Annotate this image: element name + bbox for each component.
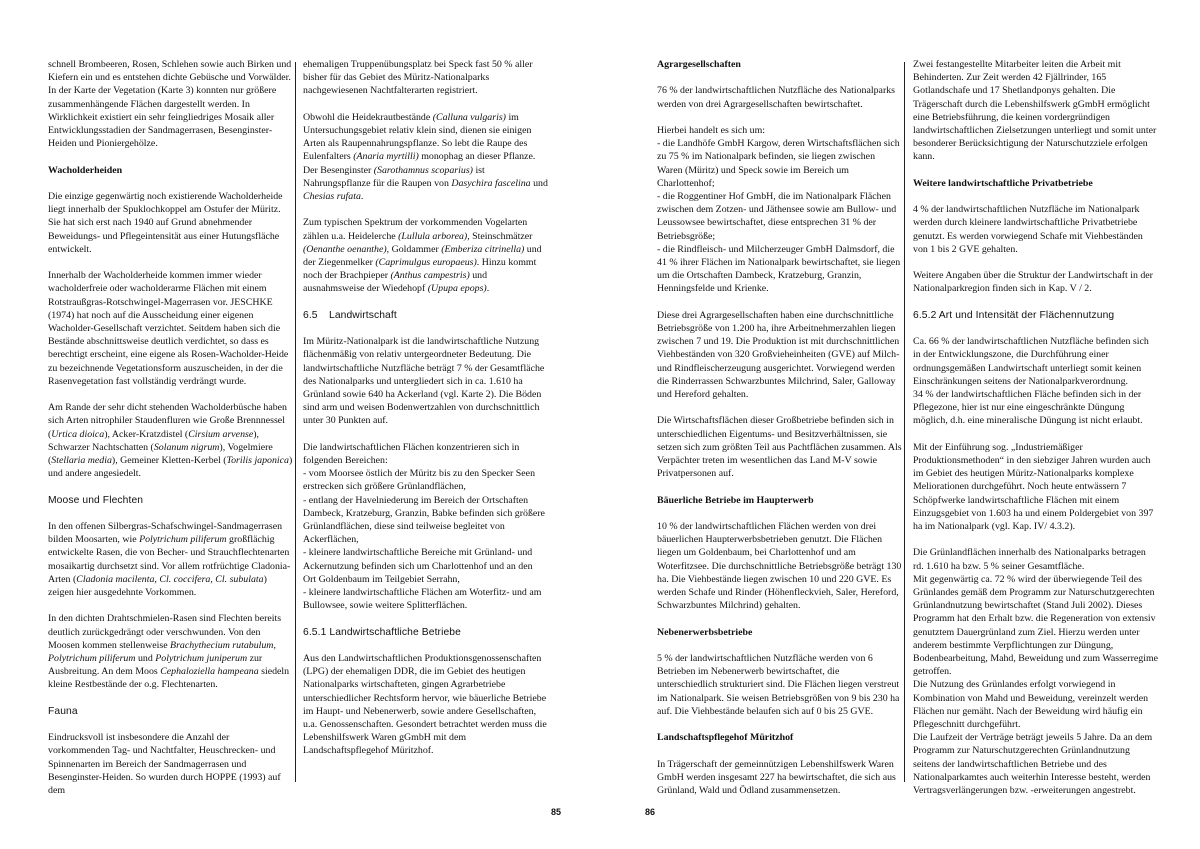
heading-moose-und-flechten: Moose und Flechten [48, 494, 144, 506]
paragraph: Aus den Landwirtschaftlichen Produktionsgenossenschaften (LPG) der ehemaligen DDR, die im Gebiet des heutigen Nationalparks wirtschafteten, gingen Agrarbetriebe unterschiedlicher Rechtsform hervor, wie bäuerliche Betriebe im Haupt- und Nebenerwerb, sowie andere Gesellschaften, u.a. Genossenschaften. Gesondert betrachtet werden muss die Lebenshilfswerk Waren gGmbH mit dem Landschaftspflegehof Müritzhof. [303, 653, 547, 757]
bullet-list [303, 467, 548, 612]
paragraph: Eindrucksvoll ist insbesondere die Anzahl der vorkommenden Tag- und Nachtfalter, Heuschrecken- und Spinnenarten im Bereich der Sandmagerrasen und Besenginster-Heiden. So wurden durch HOPPE (1993) auf dem [48, 732, 281, 797]
paragraph: 5 % der landwirtschaftlichen Nutzfläche werden von 6 Betrieben im Nebenerwerb bewirtschaftet, die unterschiedlich strukturiert sind. Die Flächen liegen verstreut im Nationalpark. Sie weisen Betriebsgrößen von 9 bis 230 ha auf. Die Viehbestände belaufen sich auf 0 bis 25 GVE. [657, 653, 900, 717]
subheading-weitere-privatbetriebe: Weitere landwirtschaftliche Privatbetriebe [913, 177, 1093, 189]
list-item: - die Landhöfe GmbH Kargow, deren Wirtschaftsflächen sich zu 75 % im Nationalpark befinden, sie liegen zwischen Waren (Müritz) und Speck sowie im Bereich um Charlottenhof; [657, 138, 900, 189]
section-number: 6.5 [303, 309, 318, 321]
paragraph: Weitere Angaben über die Struktur der Landwirtschaft in der Nationalparkregion finden sich in Kap. V / 2. [913, 270, 1153, 295]
paragraph: Obwohl die Heidekrautbestände (Calluna vulgaris) im Untersuchungsgebiet relativ klein sind, dienen sie einigen Arten als Raupennahrungspflanze. So lebt die Raupe des Eulenfalters (Anaria myrtilli) monophag an dieser Pflanze. Der Besenginster (Sarothamnus scoparius) ist Nahrungspflanze für die Raupen von Dasychira fascelina und Chesias rufata. [303, 111, 548, 203]
paragraph: Die Wirtschaftsflächen dieser Großbetriebe befinden sich in unterschiedlichen Eigentums- und Besitzverhältnissen, sie setzen sich zum größten Teil aus Pachtflächen zusammen. Als Verpächter treten im wesentlichen das Land M-V sowie Privatpersonen auf. [657, 415, 902, 480]
paragraph: Die Grünlandflächen innerhalb des Nationalparks betragen rd. 1.610 ha bzw. 5 % seiner Gesamtfläche. [913, 547, 1146, 572]
paragraph: ehemaligen Truppenübungsplatz bei Speck fast 50 % aller bisher für das Gebiet des Müritz-Nationalparks nachgewiesenen Nachtfalterarten registriert. [303, 59, 533, 97]
column-1 [48, 58, 293, 797]
list-item: - kleinere landwirtschaftliche Bereiche mit Grünland- und Ackernutzung befinden sich um Charlottenhof und an den Ort Goldenbaum im Teilgebiet Serrahn, [303, 547, 533, 585]
list-item: - kleinere landwirtschaftliche Flächen am Woterfitz- und am Bullowsee, sowie weitere Splitterflächen. [303, 587, 542, 612]
paragraph: Diese drei Agrargesellschaften haben eine durchschnittliche Betriebsgröße von 1.200 ha, ihre Arbeitnehmerzahlen liegen zwischen 7 und 19. Die Produktion ist mit durchschnittlichen Viehbeständen von 320 Großvieheinheiten (GVE) auf Milch- und Rindfleischerzeugung ausgerichtet. Vorwiegend werden die Rinderrassen Schwarzbuntes Milchrind, Saler, Galloway und Hereford gehalten. [657, 309, 900, 401]
paragraph: 34 % der landwirtschaftlichen Fläche befinden sich in der Pflegezone, hier ist nur eine eingeschränkte Düngung möglich, d.h. eine mineralische Düngung ist nicht erlaubt. [913, 389, 1143, 427]
paragraph: In den offenen Silbergras-Schafschwingel-Sandmagerrasen bilden Moosarten, wie Polytrichum piliferum großflächig entwickelte Rasen, die von Becher- und Strauchflechtenarten mosaikartig durchsetzt sind. Vor allem rotfrüchtige Cladonia-Arten (Cladonia macilenta, Cl. coccifera, Cl. subulata) zeigen hier ausgedehnte Vorkommen. [48, 521, 291, 599]
paragraph: Mit gegenwärtig ca. 72 % wird der überwiegende Teil des Grünlandes gemäß dem Programm zur Naturschutzgerechten Grünlandnutzung bewirtschaftet (Stand Juli 2002). Dieses Programm hat den Erhalt bzw. die Regeneration von extensiv genutztem Dauergrünland zum Ziel. Hierzu werden unter anderem bestimmte Verpflichtungen zur Düngung, Bodenbearbeitung, Mahd, Beweidung und zum Wasserregime getroffen. [913, 573, 1159, 678]
paragraph: 4 % der landwirtschaftlichen Nutzfläche im Nationalpark werden durch kleinere landwirtschaftliche Privatbetriebe genutzt. Es werden vorwiegend Schafe mit Viehbeständen von 1 bis 2 GVE gehalten. [913, 204, 1143, 255]
column-divider [295, 62, 296, 782]
paragraph: In den dichten Drahtschmielen-Rasen sind Flechten bereits deutlich zurückgedrängt oder verschwunden. Von den Moosen kommen stellenweise Brachythecium rutabulum, Polytrichum piliferum und Polytrichum juniperum zur Ausbreitung. An dem Moos Cephaloziella hampeana siedeln kleine Restbestände der o.g. Flechtenarten. [48, 613, 290, 691]
paragraph: Die landwirtschaftlichen Flächen konzentrieren sich in folgenden Bereichen: [303, 441, 520, 467]
paragraph: Die Nutzung des Grünlandes erfolgt vorwiegend in Kombination von Mahd und Beweidung, vereinzelt werden Flächen nur gemäht. Nach der Beweidung wird häufig ein Pflegeschnitt durchgeführt. [913, 679, 1149, 731]
paragraph: Innerhalb der Wacholderheide kommen immer wieder wacholderfreie oder wacholderarme Flächen mit einem Rotstraußgras-Rotschwingel-Magerrasen vor. JESCHKE (1974) hat noch auf die Ausscheidung einer eigenen Wacholder-Gesellschaft verzichtet. Seitdem haben sich die Bestände abschnittsweise deutlich verdichtet, so dass es berechtigt erscheint, eine eigene als Rosen-Wacholder-Heide zu bezeichnende Vegetationsform auszuscheiden, in der die Rasenvegetation fast vollständig verdrängt wurde. [48, 270, 289, 387]
subheading-landschaftspflegehof: Landschaftspflegehof Müritzhof [657, 732, 794, 744]
list-item: - vom Moorsee östlich der Müritz bis zu den Specker Seen erstrecken sich größere Grünlandflächen, [303, 468, 536, 493]
list-item: - die Roggentiner Hof GmbH, die im Nationalpark Flächen zwischen dem Zotzen- und Jäthensee sowie am Bullow- und Leussowsee bewirtschaftet, diese entsprechen 31 % der Betriebsgröße; [657, 191, 897, 242]
paragraph: In Trägerschaft der gemeinnützigen Lebenshilfswerk Waren GmbH werden insgesamt 227 ha bewirtschaftet, die sich aus Grünland, Wald und Ödland zusammensetzen. [657, 758, 896, 797]
paragraph: Zum typischen Spektrum der vorkommenden Vogelarten zählen u.a. Heidelerche (Lullula arborea), Steinschmätzer (Oenanthe oenanthe), Goldammer (Emberiza citrinella) und der Ziegenmelker (Caprimulgus europaeus). Hinzu kommt noch der Brachpieper (Anthus campestris) und ausnahmsweise der Wiedehopf (Upupa epops). [303, 217, 542, 295]
heading-6-5-landwirtschaft [303, 309, 548, 322]
subheading-nebenerwerbsbetriebe: Nebenerwerbsbetriebe [657, 626, 753, 638]
paragraph: Ca. 66 % der landwirtschaftlichen Nutzfläche befinden sich in der Entwicklungszone, die Durchführung einer ordnungsgemäßen Landwirtschaft unterliegt somit keinen Einschränkungen seitens der Nationalparkverordnung. [913, 336, 1149, 387]
column-2 [303, 58, 548, 758]
paragraph: Mit der Einführung sog. „Industriemäßiger Produktionsmethoden“ in den siebziger Jahren wurden auch im Gebiet des heutigen Müritz-Nationalparks komplexe Meliorationen durchgeführt. Noch heute entwässern 7 Schöpfwerke landwirtschaftliche Flächen mit einem Einzugsgebiet von 1.603 ha und einem Poldergebiet von 397 ha im Nationalpark (vgl. Kap. IV/ 4.3.2). [913, 441, 1154, 533]
subheading-wacholderheiden: Wacholderheiden [48, 164, 123, 176]
column-divider [904, 62, 905, 782]
column-3 [657, 58, 902, 797]
paragraph: Hierbei handelt es sich um: [657, 124, 766, 136]
list-item: - entlang der Havelniederung im Bereich der Ortschaften Dambeck, Kratzeburg, Granzin, Babke befinden sich größere Grünlandflächen, diese sind teilweise begleitet von Ackerflächen, [303, 494, 545, 546]
heading-6-5-2: 6.5.2 Art und Intensität der Flächennutzung [913, 309, 1115, 321]
paragraph: Am Rande der sehr dicht stehenden Wacholderbüsche haben sich Arten nitrophiler Staudenfluren wie Große Brennnessel (Urtica dioica), Acker-Kratzdistel (Cirsium arvense), Schwarzer Nachtschatten (Solanum nigrum), Vogelmiere (Stellaria media), Gemeiner Kletten-Kerbel (Torilis japonica) und andere angesiedelt. [48, 402, 293, 480]
paragraph: Die einzige gegenwärtig noch existierende Wacholderheide liegt innerhalb der Spuklochkoppel am Ostufer der Müritz. Sie hat sich erst nach 1940 auf Grund abnehmender Beweidungs- und Pflegeintensität aus einer Hutungsfläche entwickelt. [48, 191, 283, 255]
paragraph: schnell Brombeeren, Rosen, Schlehen sowie auch Birken und Kiefern ein und es entstehen dichte Gebüsche und Vorwälder. In der Karte der Vegetation (Karte 3) konnten nur größere zusammenhängende Flächen dargestellt werden. In Wirklichkeit existiert ein sehr feingliedriges Mosaik aller Entwicklungsstadien der Sandmagerrasen, Besenginster-Heiden und Pioniergehölze. [48, 59, 292, 150]
page-number-right: 86 [645, 807, 656, 817]
bullet-list [657, 137, 902, 295]
section-title: Landwirtschaft [329, 309, 397, 321]
paragraph: 76 % der landwirtschaftlichen Nutzfläche des Nationalparks werden von drei Agrargesellschaften bewirtschaftet. [657, 85, 896, 110]
column-4 [913, 58, 1158, 797]
list-item: - die Rindfleisch- und Milcherzeuger GmbH Dalmsdorf, die 41 % ihrer Flächen im Nationalpark bewirtschaftet, sie liegen um die Ortschaften Dambeck, Kratzeburg, Granzin, Henningsfelde und Krienke. [657, 243, 901, 295]
paragraph: 10 % der landwirtschaftlichen Flächen werden von drei bäuerlichen Haupterwerbsbetrieben genutzt. Die Flächen liegen um Goldenbaum, bei Charlottenhof und am Woterfitzsee. Die durchschnittliche Betriebsgröße beträgt 130 ha. Die Viehbestände liegen zwischen 10 und 220 GVE. Es werden Schafe und Rinder (Höhenfleckvieh, Saler, Hereford, Schwarzbuntes Milchrind) gehalten. [657, 521, 902, 612]
page-number-left: 85 [551, 807, 562, 817]
paragraph: Im Müritz-Nationalpark ist die landwirtschaftliche Nutzung flächenmäßig von relativ untergeordneter Bedeutung. Die landwirtschaftliche Nutzfläche beträgt 7 % der Gesamtfläche des Nationalparks und untergliedert sich in ca. 1.610 ha Grünland sowie 640 ha Ackerland (vgl. Karte 2). Die Böden sind arm und weisen Bodenwertzahlen von durchschnittlich unter 30 Punkten auf. [303, 336, 545, 427]
paragraph: Zwei festangestellte Mitarbeiter leiten die Arbeit mit Behinderten. Zur Zeit werden 42 Fjällrinder, 165 Gotlandschafe und 17 Shetlandponys gehalten. Die Trägerschaft durch die Lebenshilfswerk gGmbH ermöglicht eine Betriebsführung, die keinen vordergründigen landwirtschaftlichen Zielsetzungen unterliegt und somit unter besonderer Berücksichtigung der Naturschutzziele erfolgen kann. [913, 59, 1157, 163]
heading-fauna: Fauna [48, 705, 78, 717]
heading-6-5-1: 6.5.1 Landwirtschaftliche Betriebe [303, 626, 461, 638]
subheading-agrargesellschaften: Agrargesellschaften [657, 59, 741, 70]
subheading-baeuerliche-betriebe: Bäuerliche Betriebe im Haupterwerb [657, 494, 814, 506]
paragraph: Die Laufzeit der Verträge beträgt jeweils 5 Jahre. Da an dem Programm zur Naturschutzgerechten Grünlandnutzung seitens der landwirtschaftlichen Betriebe und des Nationalparkamtes auch weiterhin Interesse besteht, werden Vertragsverlängerungen bzw. -erweiterungen angestrebt. [913, 732, 1153, 797]
